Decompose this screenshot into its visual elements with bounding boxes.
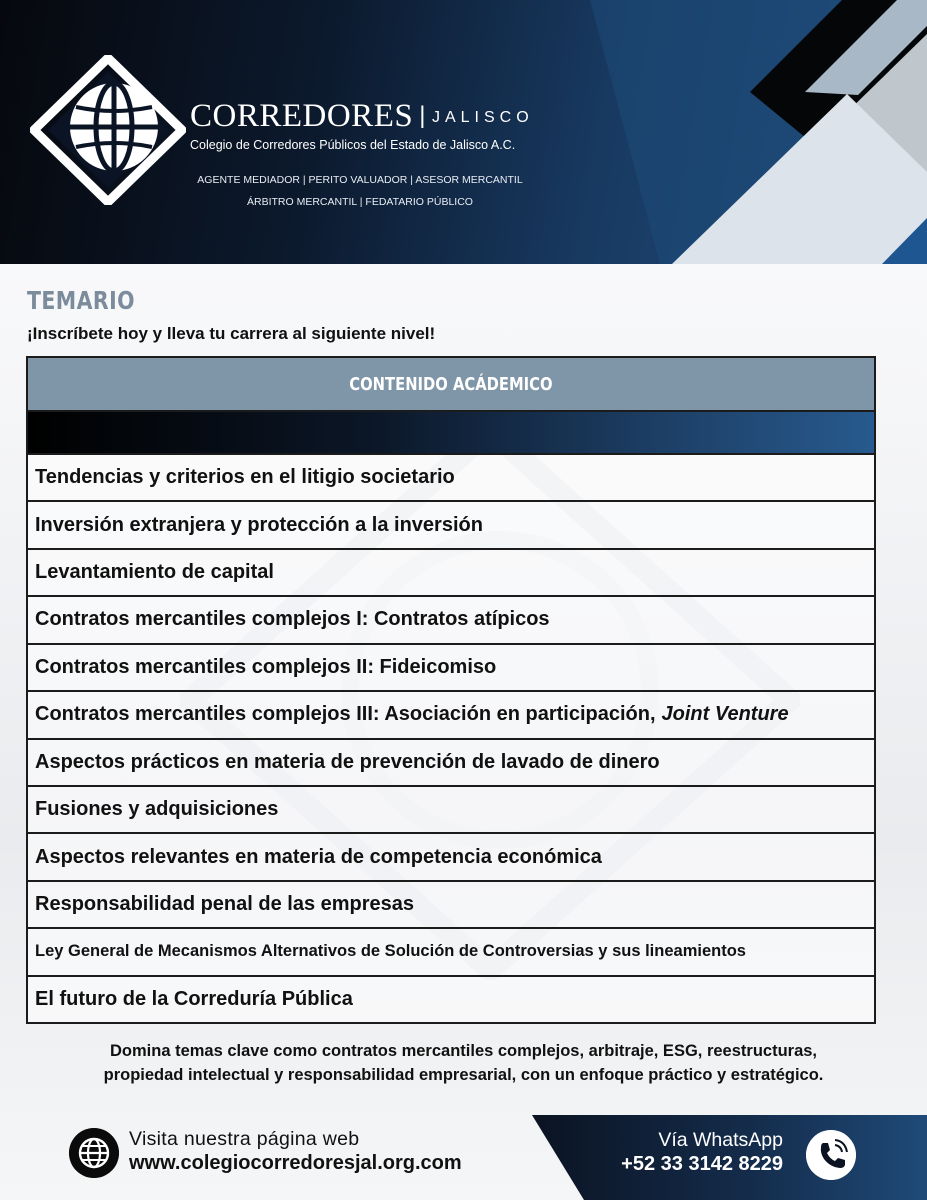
program-description <box>30 1039 897 1087</box>
brand-separator: | <box>419 102 426 129</box>
syllabus-item: Responsabilidad penal de las empresas <box>28 882 874 929</box>
roles-line-2: ÁRBITRO MERCANTIL | FEDATARIO PÚBLICO <box>247 196 473 208</box>
syllabus-item: Inversión extranjera y protección a la inversión <box>28 502 874 549</box>
syllabus-item: Contratos mercantiles complejos I: Contratos atípicos <box>28 597 874 644</box>
brand-region: JALISCO <box>431 109 534 126</box>
website-label: Visita nuestra página web <box>129 1128 360 1150</box>
section-tagline: ¡Inscríbete hoy y lleva tu carrera al siguiente nivel! <box>27 324 436 343</box>
globe-icon[interactable] <box>69 1128 119 1178</box>
syllabus-item: Levantamiento de capital <box>28 550 874 597</box>
description-line-1: Domina temas clave como contratos mercantiles complejos, arbitraje, ESG, reestructuras, <box>109 1042 818 1060</box>
website-link[interactable]: www.colegiocorredoresjal.org.com <box>129 1152 462 1174</box>
syllabus-header <box>28 358 874 412</box>
syllabus-item: Ley General de Mecanismos Alternativos de Solución de Controversias y sus lineamientos <box>28 929 874 976</box>
brand-subtitle: Colegio de Corredores Públicos del Estado de Jalisco A.C. <box>190 138 516 152</box>
section-title: TEMARIO <box>27 286 135 315</box>
brand-name <box>190 98 534 135</box>
syllabus-item: El futuro de la Correduría Pública <box>28 977 874 1022</box>
syllabus-item: Aspectos prácticos en materia de prevención de lavado de dinero <box>28 740 874 787</box>
syllabus-item-emphasis: Joint Venture <box>661 703 789 726</box>
syllabus-list <box>28 455 874 1022</box>
header-banner <box>0 0 927 264</box>
syllabus-item: Aspectos relevantes en materia de competencia económica <box>28 834 874 881</box>
syllabus-item: Contratos mercantiles complejos III: Asociación en participación, Joint Venture <box>28 692 874 739</box>
syllabus-band <box>28 412 874 455</box>
syllabus-table <box>26 356 876 1024</box>
roles-line-1: AGENTE MEDIADOR | PERITO VALUADOR | ASESOR MERCANTIL <box>197 174 523 186</box>
syllabus-item: Tendencias y criterios en el litigio societario <box>28 455 874 502</box>
whatsapp-number[interactable]: +52 33 3142 8229 <box>621 1153 783 1175</box>
syllabus-item: Fusiones y adquisiciones <box>28 787 874 834</box>
phone-icon[interactable] <box>806 1130 856 1180</box>
brand-title: CORREDORES <box>190 98 414 134</box>
whatsapp-label: Vía WhatsApp <box>658 1129 783 1151</box>
syllabus-item: Contratos mercantiles complejos II: Fideicomiso <box>28 645 874 692</box>
syllabus-header-label: CONTENIDO ACÁDEMICO <box>349 373 553 395</box>
description-line-2: propiedad intelectual y responsabilidad empresarial, con un enfoque práctico y estratégico. <box>103 1066 824 1084</box>
